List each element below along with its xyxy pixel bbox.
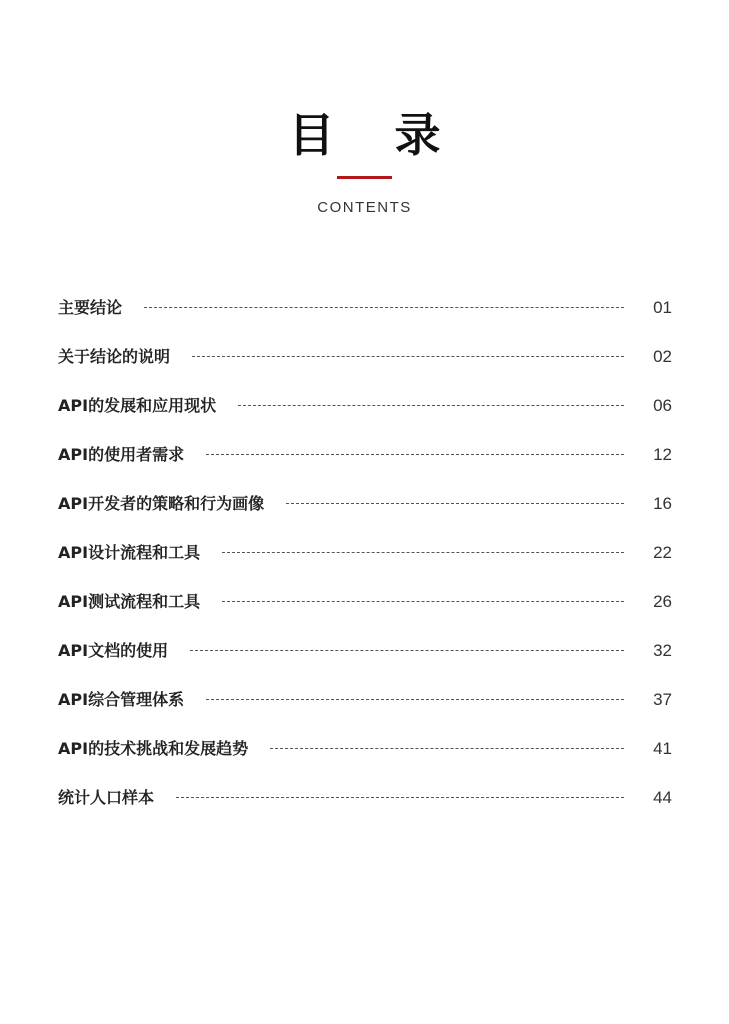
- toc-entry-page-number: 02: [653, 346, 672, 366]
- toc-entry-title: API文档的使用: [58, 640, 169, 660]
- toc-entry[interactable]: [58, 430, 672, 479]
- toc-entry[interactable]: [58, 724, 672, 773]
- title-accent-divider: [337, 176, 392, 179]
- toc-entry-page-number: 01: [653, 297, 672, 317]
- toc-entry[interactable]: [58, 675, 672, 724]
- toc-entry-title: API综合管理体系: [58, 689, 185, 709]
- dotted-leader: [206, 699, 624, 700]
- toc-entry-title: API开发者的策略和行为画像: [58, 493, 265, 513]
- dotted-leader: [222, 552, 624, 553]
- dotted-leader: [222, 601, 624, 602]
- toc-entry-title: API测试流程和工具: [58, 591, 201, 611]
- toc-entry[interactable]: [58, 577, 672, 626]
- toc-entry-title: API的发展和应用现状: [58, 395, 217, 415]
- toc-entry-title: 关于结论的说明: [58, 346, 171, 366]
- table-of-contents: [58, 283, 672, 822]
- toc-entry-title: 主要结论: [58, 297, 123, 317]
- toc-entry[interactable]: [58, 479, 672, 528]
- page-subtitle: CONTENTS: [317, 199, 412, 216]
- dotted-leader: [286, 503, 624, 504]
- toc-entry-title: API设计流程和工具: [58, 542, 201, 562]
- toc-entry-page-number: 37: [653, 689, 672, 709]
- toc-entry-page-number: 06: [653, 395, 672, 415]
- dotted-leader: [190, 650, 624, 651]
- toc-entry-title: API的使用者需求: [58, 444, 185, 464]
- dotted-leader: [192, 356, 624, 357]
- toc-entry-title: 统计人口样本: [58, 787, 155, 807]
- page-title: 目 录: [288, 108, 463, 162]
- dotted-leader: [176, 797, 624, 798]
- toc-entry[interactable]: [58, 283, 672, 332]
- dotted-leader: [144, 307, 624, 308]
- toc-entry[interactable]: [58, 528, 672, 577]
- toc-entry-page-number: 32: [653, 640, 672, 660]
- toc-entry-page-number: 41: [653, 738, 672, 758]
- toc-entry-page-number: 12: [653, 444, 672, 464]
- toc-entry[interactable]: [58, 381, 672, 430]
- toc-entry-page-number: 44: [653, 787, 672, 807]
- toc-entry-page-number: 22: [653, 542, 672, 562]
- toc-entry[interactable]: [58, 626, 672, 675]
- toc-entry-page-number: 26: [653, 591, 672, 611]
- toc-entry[interactable]: [58, 332, 672, 381]
- toc-entry[interactable]: [58, 773, 672, 822]
- toc-entry-title: API的技术挑战和发展趋势: [58, 738, 249, 758]
- toc-entry-page-number: 16: [653, 493, 672, 513]
- dotted-leader: [238, 405, 624, 406]
- dotted-leader: [206, 454, 624, 455]
- dotted-leader: [270, 748, 624, 749]
